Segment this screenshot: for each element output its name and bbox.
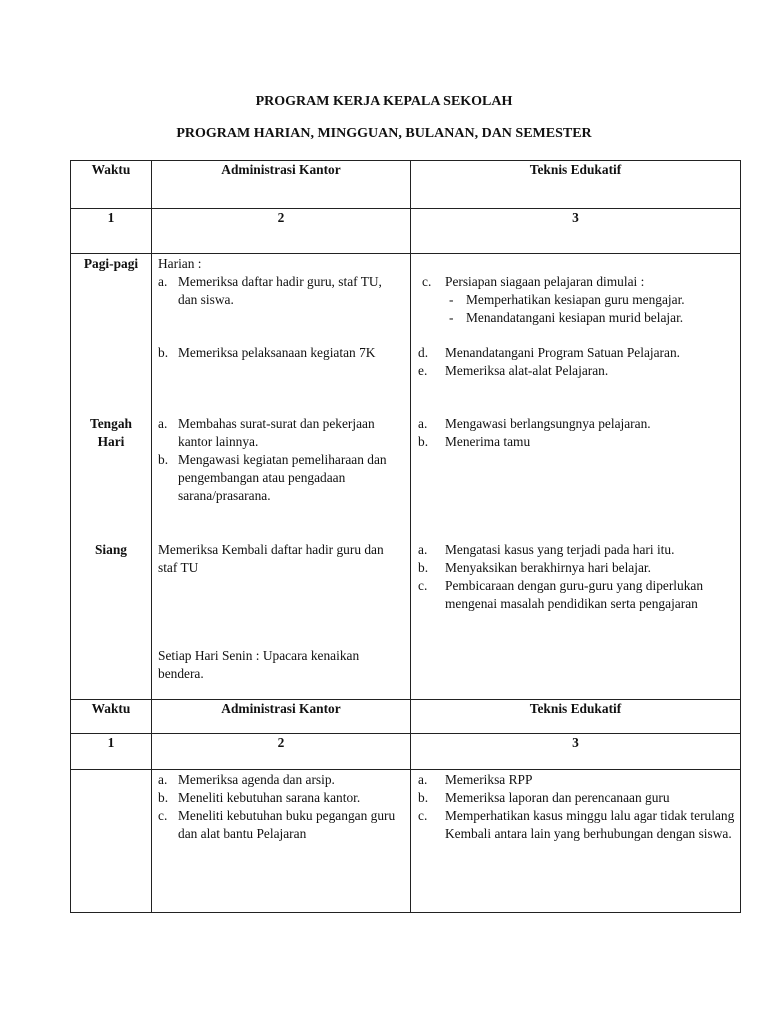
list-text: Persiapan siagaan pelajaran dimulai : — [445, 274, 645, 289]
table-rule — [70, 733, 741, 734]
list-item — [158, 415, 403, 451]
list-marker: c. — [422, 274, 432, 289]
waktu-tengah-line1: Tengah — [90, 416, 132, 431]
table-column-rule — [151, 160, 152, 913]
list-item — [158, 789, 403, 807]
column-number-1: 1 — [107, 210, 115, 225]
waktu-tengah-hari — [71, 415, 151, 451]
list-marker: c. — [418, 808, 428, 823]
document-subtitle: PROGRAM HARIAN, MINGGUAN, BULANAN, DAN SEMESTER — [176, 126, 592, 141]
list-marker: a. — [158, 274, 168, 289]
list-text: Memperhatikan kasus minggu lalu agar tidak terulang Kembali antara lain yang berhubungan dengan siswa. — [445, 808, 735, 841]
list-text: Menandatangani Program Satuan Pelajaran. — [445, 345, 681, 360]
list-marker: b. — [158, 452, 169, 467]
list-marker: b. — [158, 790, 169, 805]
list-item — [158, 771, 403, 789]
list-marker: d. — [418, 345, 429, 360]
column-number-3: 3 — [572, 210, 579, 225]
header-waktu: Waktu — [91, 162, 131, 177]
pagi-administrasi — [158, 255, 403, 309]
list-marker: a. — [158, 772, 168, 787]
sub-list-item — [418, 291, 736, 309]
list-marker: e. — [418, 363, 428, 378]
list-text: Memperhatikan kesiapan guru mengajar. — [466, 292, 685, 307]
list-text: Memeriksa laporan dan perencanaan guru — [445, 790, 670, 805]
list-item — [418, 807, 736, 843]
list-text: Memeriksa alat-alat Pelajaran. — [445, 363, 609, 378]
dash-marker: - — [449, 310, 454, 325]
list-text: Menyaksikan berakhirnya hari belajar. — [445, 560, 651, 575]
list-text: Memeriksa pelaksanaan kegiatan 7K — [178, 345, 376, 360]
column-number-2: 2 — [277, 210, 285, 225]
header-teknis-edukatif-2: Teknis Edukatif — [529, 701, 622, 716]
list-marker: a. — [418, 416, 428, 431]
list-item — [418, 559, 736, 577]
header-administrasi-kantor-2: Administrasi Kantor — [221, 701, 341, 716]
list-text: Memeriksa daftar hadir guru, staf TU, dan siswa. — [178, 274, 382, 307]
list-text: Meneliti kebutuhan buku pegangan guru dan alat bantu Pelajaran — [178, 808, 396, 841]
list-text: Menandatangani kesiapan murid belajar. — [466, 310, 684, 325]
table-rule — [70, 699, 741, 700]
list-item — [418, 362, 736, 380]
column-number-1-second: 1 — [107, 735, 115, 750]
header-teknis-edukatif: Teknis Edukatif — [529, 162, 622, 177]
pagi-adm-intro: Harian : — [158, 256, 202, 271]
siang-catatan-upacara: Setiap Hari Senin : Upacara kenaikan bendera. — [158, 648, 360, 681]
siang-teknis — [418, 541, 736, 613]
table-rule — [70, 253, 741, 254]
column-number-2-second: 2 — [277, 735, 285, 750]
list-item — [418, 789, 736, 807]
list-text: Mengawasi kegiatan pemeliharaan dan pengembangan atau pengadaan sarana/prasarana. — [178, 452, 387, 503]
list-text: Menerima tamu — [445, 434, 531, 449]
table-border-right — [740, 160, 741, 913]
list-text: Mengawasi berlangsungnya pelajaran. — [445, 416, 651, 431]
pagi-teknis-lanjutan — [418, 344, 736, 380]
siang-administrasi: Memeriksa Kembali daftar hadir guru dan staf TU — [158, 542, 384, 575]
list-marker: a. — [418, 772, 428, 787]
list-text: Meneliti kebutuhan sarana kantor. — [178, 790, 361, 805]
list-marker: c. — [158, 808, 168, 823]
table-border-top — [70, 160, 741, 161]
list-marker: a. — [158, 416, 168, 431]
list-text: Memeriksa RPP — [445, 772, 533, 787]
list-item — [418, 433, 736, 451]
list-text: Mengatasi kasus yang terjadi pada hari itu. — [445, 542, 675, 557]
column-number-3-second: 3 — [572, 735, 579, 750]
list-marker: c. — [418, 578, 428, 593]
waktu-tengah-line2: Hari — [97, 434, 125, 449]
list-item — [418, 541, 736, 559]
list-item — [418, 577, 736, 613]
list-item — [158, 273, 403, 309]
dash-marker: - — [449, 292, 454, 307]
list-marker: a. — [418, 542, 428, 557]
table-border-bottom — [70, 912, 741, 913]
waktu-pagi-pagi: Pagi-pagi — [83, 256, 139, 271]
list-item — [158, 807, 403, 843]
list-item — [418, 415, 736, 433]
list-marker: b. — [418, 560, 429, 575]
list-item — [418, 273, 736, 291]
list-marker: b. — [418, 790, 429, 805]
table-rule — [70, 208, 741, 209]
pagi-teknis — [418, 273, 736, 327]
waktu-siang: Siang — [94, 542, 127, 557]
sub-list-item — [418, 309, 736, 327]
table-column-rule — [410, 160, 411, 913]
mingguan-teknis — [418, 771, 736, 843]
list-item — [418, 344, 736, 362]
document-title: PROGRAM KERJA KEPALA SEKOLAH — [255, 94, 513, 109]
list-text: Pembicaraan dengan guru-guru yang diperlukan mengenai masalah pendidikan serta pengajaran — [445, 578, 704, 611]
mingguan-administrasi — [158, 771, 403, 843]
tengah-administrasi — [158, 415, 403, 505]
list-item — [158, 451, 403, 505]
list-text: Memeriksa agenda dan arsip. — [178, 772, 335, 787]
header-waktu-2: Waktu — [91, 701, 131, 716]
list-item — [418, 771, 736, 789]
tengah-teknis — [418, 415, 736, 451]
list-text: Membahas surat-surat dan pekerjaan kantor lainnya. — [178, 416, 375, 449]
list-item — [158, 344, 423, 362]
list-marker: b. — [158, 345, 169, 360]
table-rule — [70, 769, 741, 770]
list-marker: b. — [418, 434, 429, 449]
header-administrasi-kantor: Administrasi Kantor — [221, 162, 341, 177]
